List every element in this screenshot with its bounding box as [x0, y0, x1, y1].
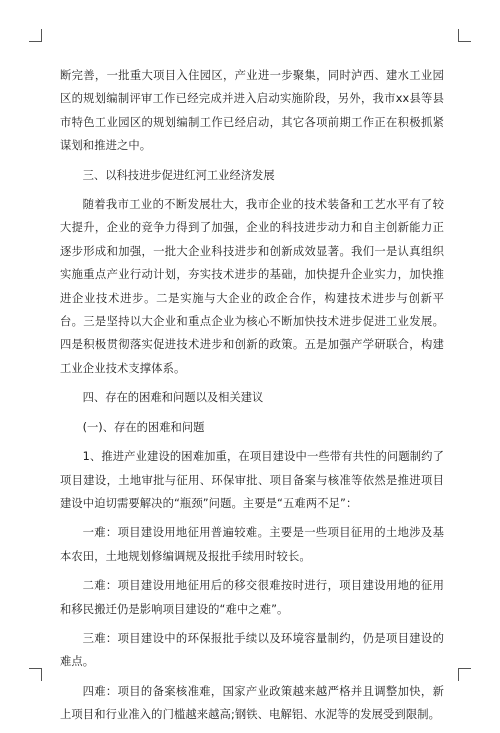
document-body: [60, 64, 444, 733]
crop-mark-bottom-right: [458, 668, 471, 681]
crop-mark-top-left: [29, 29, 42, 42]
paragraph-difficulty-first: 一难：项目建设用地征用普遍较难。主要是一些项目征用的土地涉及基本农田，土地规划修编调规及报批手续用时较长。: [60, 526, 444, 563]
paragraph-difficulty-1: 1、推进产业建设的困难加重，在项目建设中一些带有共性的问题制约了项目建设，土地审批与征用、环保审批、项目备案与核准等依然是推进项目建设中迫切需要解决的“瓶颈”问题。主要是“五难两不足”：: [60, 450, 444, 510]
paragraph-difficulty-second: 二难：项目建设用地征用后的移交很难按时进行，项目建设用地的征用和移民搬迁仍是影响项目建设的“难中之难”。: [60, 579, 444, 616]
crop-mark-bottom-left: [29, 668, 42, 681]
paragraph-difficulty-third: 三难：项目建设中的环保报批手续以及环境容量制约，仍是项目建设的难点。: [60, 631, 444, 669]
paragraph-tech-progress: 随着我市工业的不断发展壮大，我市企业的技术装备和工艺水平有了较大提升，企业的竞争力得到了加强，企业的科技进步动力和自主创新能力正逐步形成和加强，一批大企业科技进步和创新成效显著。我们一是认真组织实施重点产业行动计划，夯实技术进步的基础，加快提升企业实力，加快推进企业技术进步。二是实施与大企业的政企合作，构建技术进步与创新平台。三是坚持以大企业和重点企业为核心不断加快技术进步促进工业发展。四是积极贯彻落实促进技术进步和创新的政策。五是加强产学研联合，构建工业企业技术支撑体系。: [60, 198, 444, 375]
section-heading-tech-progress: 三、以科技进步促进红河工业经济发展: [82, 168, 275, 182]
paragraph-difficulty-fourth: 四难：项目的备案核准难，国家产业政策越来越严格并且调整加快，新上项目和行业准入的门槛越来越高;钢铁、电解铝、水泥等的发展受到限制。: [60, 684, 444, 722]
paragraph-park-planning: 断完善，一批重大项目入住园区，产业进一步聚集，同时泸西、建水工业园区的规划编制评审工作已经完成并进入启动实施阶段，另外，我市xx县等县市特色工业园区的规划编制工作已经启动，其它各项前期工作正在积极抓紧谋划和推进之中。: [60, 69, 444, 153]
crop-mark-top-right: [458, 29, 471, 42]
section-heading-difficulties: 四、存在的困难和问题以及相关建议: [82, 391, 264, 405]
subsection-heading-difficulties: (一)、存在的困难和问题: [82, 420, 205, 434]
